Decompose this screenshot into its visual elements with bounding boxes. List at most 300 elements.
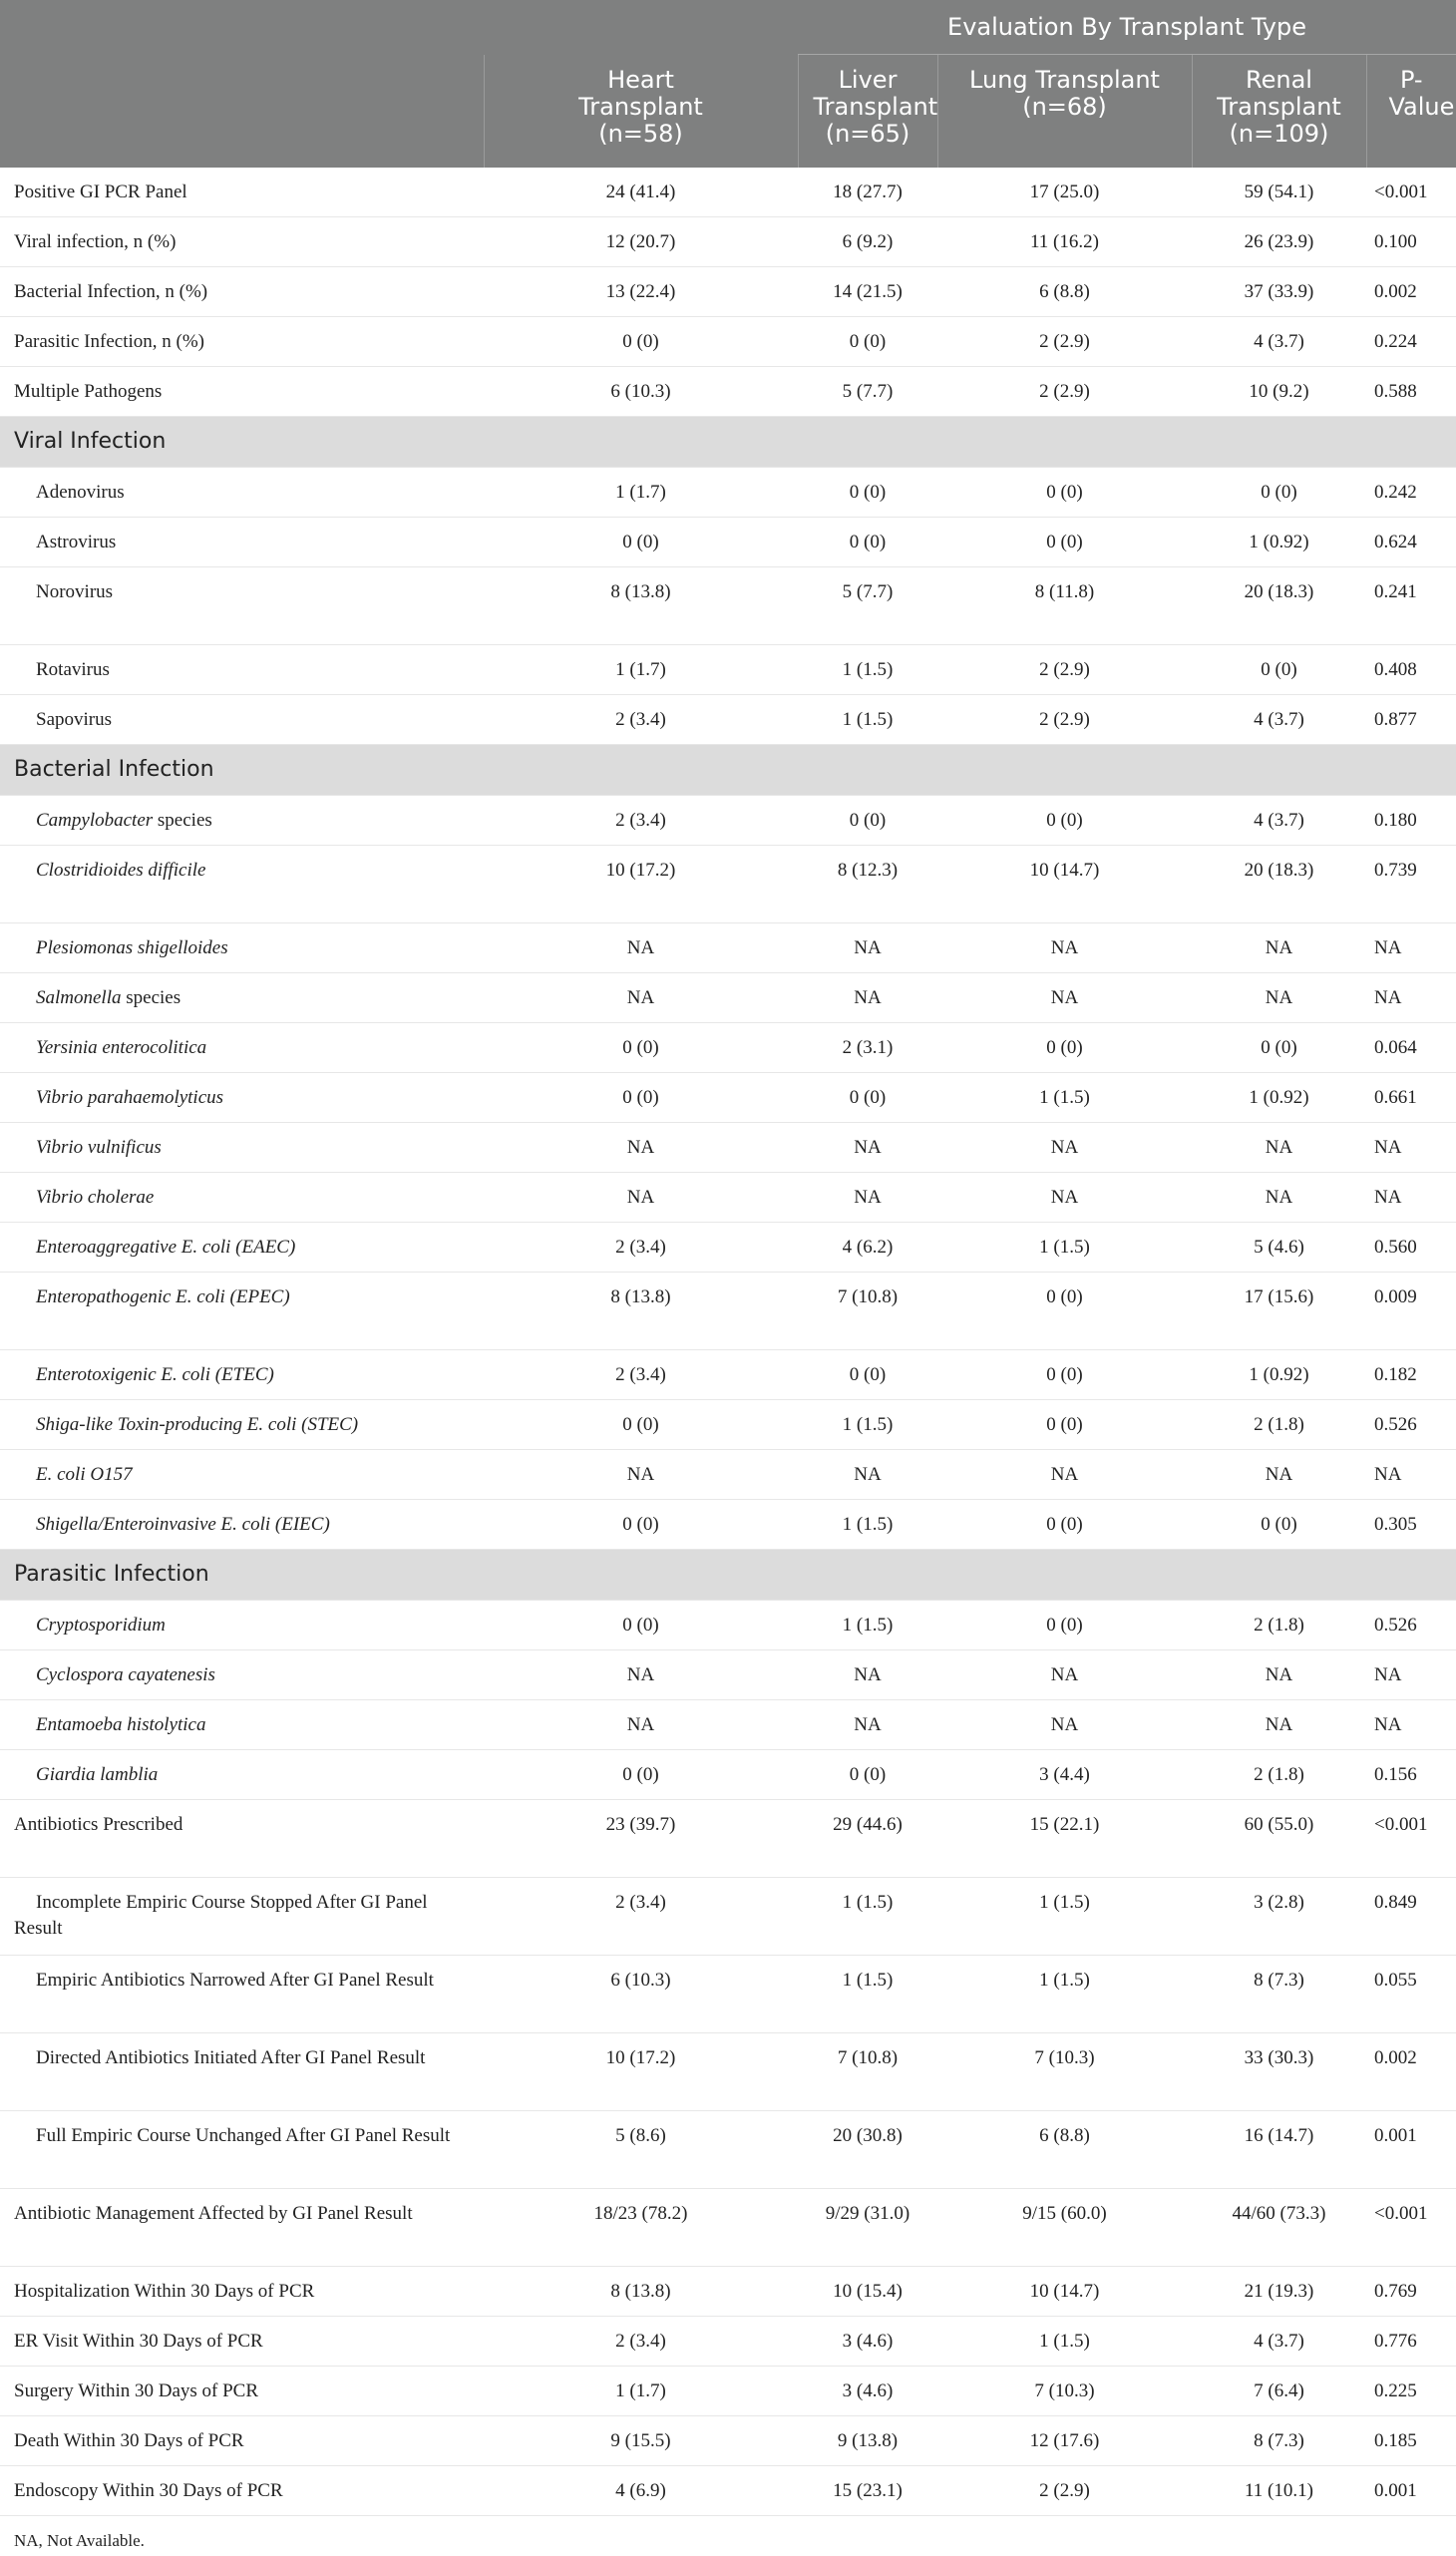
row-label-text: Directed Antibiotics Initiated After GI Panel Result: [36, 2047, 426, 2068]
cell-p-value: 0.849: [1366, 1878, 1456, 1956]
cell-lung: 0 (0): [937, 518, 1192, 567]
table-row: [0, 317, 1456, 367]
row-label: Cryptosporidium: [0, 1601, 484, 1650]
row-label: [0, 1023, 484, 1073]
row-label: [0, 1273, 484, 1350]
cell-p-value: 0.225: [1366, 2367, 1456, 2416]
cell-p-value: 0.739: [1366, 846, 1456, 923]
cell-liver: 0 (0): [798, 468, 937, 518]
cell-renal: 59 (54.1): [1192, 168, 1366, 217]
cell-liver: 0 (0): [798, 317, 937, 367]
cell-liver: 3 (4.6): [798, 2367, 937, 2416]
cell-liver: 8 (12.3): [798, 846, 937, 923]
section-header-bacterial: [0, 745, 1456, 796]
cell-p-value: 0.002: [1366, 2033, 1456, 2111]
cell-liver: NA: [798, 973, 937, 1023]
cell-p-value: 0.182: [1366, 1350, 1456, 1400]
row-label: [0, 796, 484, 846]
row-label: ER Visit Within 30 Days of PCR: [0, 2317, 484, 2367]
cell-p-value: 0.055: [1366, 1956, 1456, 2033]
cell-renal: 10 (9.2): [1192, 367, 1366, 417]
cell-renal: 0 (0): [1192, 1500, 1366, 1550]
cell-lung: 3 (4.4): [937, 1750, 1192, 1800]
cell-renal: 1 (0.92): [1192, 518, 1366, 567]
cell-heart: 2 (3.4): [484, 1878, 798, 1956]
cell-lung: NA: [937, 973, 1192, 1023]
cell-lung: 9/15 (60.0): [937, 2189, 1192, 2267]
row-label: Positive GI PCR Panel: [0, 168, 484, 217]
cell-renal: 11 (10.1): [1192, 2466, 1366, 2516]
row-label: Multiple Pathogens: [0, 367, 484, 417]
row-label: Death Within 30 Days of PCR: [0, 2416, 484, 2466]
cell-renal: 4 (3.7): [1192, 2317, 1366, 2367]
organism-name: E. coli O157: [36, 1464, 133, 1485]
table-row: [0, 846, 1456, 923]
cell-heart: 10 (17.2): [484, 2033, 798, 2111]
cell-liver: 29 (44.6): [798, 1800, 937, 1878]
cell-lung: 2 (2.9): [937, 2466, 1192, 2516]
cell-heart: 8 (13.8): [484, 1273, 798, 1350]
cell-renal: 7 (6.4): [1192, 2367, 1366, 2416]
organism-name: Campylobacter: [36, 810, 154, 831]
cell-renal: NA: [1192, 1450, 1366, 1500]
table-row: [0, 1650, 1456, 1700]
cell-renal: 0 (0): [1192, 468, 1366, 518]
cell-renal: NA: [1192, 973, 1366, 1023]
table-row: [0, 2466, 1456, 2516]
table-row: [0, 518, 1456, 567]
cell-liver: 20 (30.8): [798, 2111, 937, 2189]
cell-liver: NA: [798, 1650, 937, 1700]
section-title: Parasitic Infection: [0, 1550, 1456, 1601]
cell-renal: 20 (18.3): [1192, 567, 1366, 645]
cell-lung: 6 (8.8): [937, 2111, 1192, 2189]
group-title: Evaluation By Transplant Type: [798, 0, 1456, 55]
cell-liver: 9 (13.8): [798, 2416, 937, 2466]
organism-name: Shiga-like Toxin-producing E. coli (STEC): [36, 1414, 359, 1435]
cell-heart: 2 (3.4): [484, 796, 798, 846]
table-row: [0, 217, 1456, 267]
organism-name: Enteroaggregative E. coli (EAEC): [36, 1237, 296, 1258]
cell-heart: 0 (0): [484, 1750, 798, 1800]
organism-name: Vibrio cholerae: [36, 1187, 155, 1208]
table-row: [0, 1800, 1456, 1878]
cell-renal: 4 (3.7): [1192, 695, 1366, 745]
cell-p-value: NA: [1366, 923, 1456, 973]
cell-lung: 0 (0): [937, 1350, 1192, 1400]
table-row: [0, 1173, 1456, 1223]
table-row: [0, 796, 1456, 846]
header-group-row: [0, 0, 1456, 55]
row-label: [0, 1450, 484, 1500]
cell-renal: 16 (14.7): [1192, 2111, 1366, 2189]
cell-heart: NA: [484, 1450, 798, 1500]
label-suffix: species: [153, 810, 212, 831]
table-row: [0, 1700, 1456, 1750]
cell-renal: 2 (1.8): [1192, 1400, 1366, 1450]
cell-p-value: 0.156: [1366, 1750, 1456, 1800]
cell-renal: 8 (7.3): [1192, 1956, 1366, 2033]
table-row: [0, 1023, 1456, 1073]
cell-lung: 8 (11.8): [937, 567, 1192, 645]
footnote-row: [0, 2516, 1456, 2556]
row-label: Cyclospora cayatenesis: [0, 1650, 484, 1700]
table-row: [0, 2111, 1456, 2189]
cell-lung: 1 (1.5): [937, 1223, 1192, 1273]
cell-p-value: 0.408: [1366, 645, 1456, 695]
column-header-lung: Lung Transplant (n=68): [937, 55, 1192, 168]
cell-heart: 6 (10.3): [484, 367, 798, 417]
cell-p-value: NA: [1366, 1650, 1456, 1700]
cell-heart: 10 (17.2): [484, 846, 798, 923]
cell-renal: 2 (1.8): [1192, 1750, 1366, 1800]
cell-heart: 18/23 (78.2): [484, 2189, 798, 2267]
cell-renal: NA: [1192, 1650, 1366, 1700]
cell-heart: 0 (0): [484, 1601, 798, 1650]
cell-lung: 0 (0): [937, 796, 1192, 846]
cell-lung: 0 (0): [937, 468, 1192, 518]
cell-lung: 2 (2.9): [937, 695, 1192, 745]
cell-lung: 2 (2.9): [937, 317, 1192, 367]
cell-lung: 0 (0): [937, 1023, 1192, 1073]
table-row: [0, 1400, 1456, 1450]
footnote: NA, Not Available.: [14, 2531, 145, 2550]
cell-p-value: 0.242: [1366, 468, 1456, 518]
cell-renal: 4 (3.7): [1192, 317, 1366, 367]
row-label: Surgery Within 30 Days of PCR: [0, 2367, 484, 2416]
row-label: Parasitic Infection, n (%): [0, 317, 484, 367]
cell-lung: 0 (0): [937, 1500, 1192, 1550]
cell-liver: 1 (1.5): [798, 1400, 937, 1450]
cell-lung: 17 (25.0): [937, 168, 1192, 217]
table-row: [0, 973, 1456, 1023]
cell-liver: 0 (0): [798, 1750, 937, 1800]
cell-liver: 18 (27.7): [798, 168, 937, 217]
cell-heart: 24 (41.4): [484, 168, 798, 217]
cell-liver: 1 (1.5): [798, 645, 937, 695]
cell-p-value: 0.100: [1366, 217, 1456, 267]
cell-heart: 6 (10.3): [484, 1956, 798, 2033]
cell-renal: NA: [1192, 1173, 1366, 1223]
cell-renal: NA: [1192, 1123, 1366, 1173]
cell-p-value: 0.661: [1366, 1073, 1456, 1123]
cell-lung: NA: [937, 1450, 1192, 1500]
cell-renal: 20 (18.3): [1192, 846, 1366, 923]
cell-heart: 1 (1.7): [484, 645, 798, 695]
cell-lung: 2 (2.9): [937, 367, 1192, 417]
row-label: [0, 973, 484, 1023]
cell-renal: 4 (3.7): [1192, 796, 1366, 846]
cell-liver: 1 (1.5): [798, 1956, 937, 2033]
cell-renal: 0 (0): [1192, 645, 1366, 695]
cell-liver: NA: [798, 1700, 937, 1750]
cell-liver: NA: [798, 1450, 937, 1500]
cell-lung: 10 (14.7): [937, 2267, 1192, 2317]
table-row: [0, 2033, 1456, 2111]
row-label: Rotavirus: [0, 645, 484, 695]
cell-p-value: 0.185: [1366, 2416, 1456, 2466]
cell-renal: 1 (0.92): [1192, 1350, 1366, 1400]
cell-liver: 3 (4.6): [798, 2317, 937, 2367]
table-row: [0, 468, 1456, 518]
cell-liver: NA: [798, 923, 937, 973]
cell-heart: NA: [484, 923, 798, 973]
organism-name: Plesiomonas shigelloides: [36, 937, 228, 958]
table-row: [0, 2317, 1456, 2367]
table-row: [0, 1273, 1456, 1350]
cell-lung: 10 (14.7): [937, 846, 1192, 923]
cell-renal: NA: [1192, 923, 1366, 973]
cell-lung: NA: [937, 1123, 1192, 1173]
table-row: [0, 1956, 1456, 2033]
cell-p-value: NA: [1366, 1123, 1456, 1173]
table-row: [0, 267, 1456, 317]
cell-lung: 1 (1.5): [937, 1073, 1192, 1123]
cell-liver: 7 (10.8): [798, 1273, 937, 1350]
table-row: [0, 567, 1456, 645]
cell-heart: NA: [484, 1123, 798, 1173]
row-label: [0, 1223, 484, 1273]
table-row: [0, 695, 1456, 745]
cell-liver: 0 (0): [798, 518, 937, 567]
organism-name: Vibrio vulnificus: [36, 1137, 162, 1158]
cell-p-value: 0.002: [1366, 267, 1456, 317]
row-label: [0, 1173, 484, 1223]
cell-heart: 0 (0): [484, 1073, 798, 1123]
cell-lung: 11 (16.2): [937, 217, 1192, 267]
section-header-viral: [0, 417, 1456, 468]
cell-heart: 0 (0): [484, 1500, 798, 1550]
cell-renal: 26 (23.9): [1192, 217, 1366, 267]
cell-heart: 1 (1.7): [484, 468, 798, 518]
cell-heart: 2 (3.4): [484, 1223, 798, 1273]
row-label: [0, 1500, 484, 1550]
cell-lung: NA: [937, 1173, 1192, 1223]
cell-heart: NA: [484, 1650, 798, 1700]
cell-p-value: 0.877: [1366, 695, 1456, 745]
row-label: Astrovirus: [0, 518, 484, 567]
table-row: [0, 1878, 1456, 1956]
table-row: [0, 645, 1456, 695]
cell-heart: 23 (39.7): [484, 1800, 798, 1878]
row-label: Sapovirus: [0, 695, 484, 745]
row-label: Norovirus: [0, 567, 484, 645]
cell-lung: NA: [937, 923, 1192, 973]
cell-heart: 0 (0): [484, 518, 798, 567]
row-label: Viral infection, n (%): [0, 217, 484, 267]
table-row: [0, 923, 1456, 973]
column-header-label: [0, 55, 484, 168]
cell-renal: 3 (2.8): [1192, 1878, 1366, 1956]
header-columns-row: [0, 55, 1456, 168]
cell-renal: 37 (33.9): [1192, 267, 1366, 317]
cell-liver: 1 (1.5): [798, 1500, 937, 1550]
row-label: [0, 1400, 484, 1450]
cell-heart: NA: [484, 973, 798, 1023]
cell-heart: 8 (13.8): [484, 567, 798, 645]
cell-liver: 5 (7.7): [798, 367, 937, 417]
section-title: Viral Infection: [0, 417, 1456, 468]
cell-renal: 60 (55.0): [1192, 1800, 1366, 1878]
cell-lung: 7 (10.3): [937, 2367, 1192, 2416]
row-label-text: Empiric Antibiotics Narrowed After GI Panel Result: [36, 1970, 434, 1991]
cell-liver: 0 (0): [798, 796, 937, 846]
row-label: Hospitalization Within 30 Days of PCR: [0, 2267, 484, 2317]
row-label: [0, 1956, 484, 2033]
table-row: [0, 1350, 1456, 1400]
cell-lung: 2 (2.9): [937, 645, 1192, 695]
cell-lung: 15 (22.1): [937, 1800, 1192, 1878]
row-label: [0, 1123, 484, 1173]
cell-liver: 9/29 (31.0): [798, 2189, 937, 2267]
row-label: Bacterial Infection, n (%): [0, 267, 484, 317]
cell-p-value: 0.526: [1366, 1400, 1456, 1450]
row-label: [0, 2111, 484, 2189]
row-label: Giardia lamblia: [0, 1750, 484, 1800]
table-row: [0, 1123, 1456, 1173]
row-label-text: Full Empiric Course Unchanged After GI Panel Result: [36, 2125, 451, 2146]
cell-lung: 6 (8.8): [937, 267, 1192, 317]
cell-p-value: NA: [1366, 973, 1456, 1023]
cell-lung: 1 (1.5): [937, 2317, 1192, 2367]
cell-p-value: 0.624: [1366, 518, 1456, 567]
cell-heart: 12 (20.7): [484, 217, 798, 267]
column-header-liver: Liver Transplant (n=65): [798, 55, 937, 168]
organism-name: Vibrio parahaemolyticus: [36, 1087, 224, 1108]
cell-p-value: NA: [1366, 1450, 1456, 1500]
cell-liver: 1 (1.5): [798, 695, 937, 745]
cell-liver: NA: [798, 1123, 937, 1173]
organism-name: Clostridioides difficile: [36, 860, 206, 881]
row-label: [0, 2033, 484, 2111]
cell-heart: 0 (0): [484, 1023, 798, 1073]
cell-p-value: 0.064: [1366, 1023, 1456, 1073]
cell-lung: NA: [937, 1650, 1192, 1700]
section-title: Bacterial Infection: [0, 745, 1456, 796]
cell-liver: 4 (6.2): [798, 1223, 937, 1273]
row-label: [0, 923, 484, 973]
cell-lung: 1 (1.5): [937, 1956, 1192, 2033]
cell-renal: 21 (19.3): [1192, 2267, 1366, 2317]
cell-heart: 2 (3.4): [484, 1350, 798, 1400]
cell-p-value: <0.001: [1366, 168, 1456, 217]
cell-p-value: <0.001: [1366, 1800, 1456, 1878]
cell-p-value: 0.224: [1366, 317, 1456, 367]
table-row: [0, 168, 1456, 217]
cell-liver: 0 (0): [798, 1350, 937, 1400]
organism-name: Yersinia enterocolitica: [36, 1037, 207, 1058]
table-row: [0, 2189, 1456, 2267]
cell-p-value: 0.776: [1366, 2317, 1456, 2367]
cell-p-value: NA: [1366, 1700, 1456, 1750]
cell-heart: 0 (0): [484, 317, 798, 367]
organism-name: Enteropathogenic E. coli (EPEC): [36, 1286, 290, 1307]
row-label: Antibiotics Prescribed: [0, 1800, 484, 1878]
cell-lung: 0 (0): [937, 1400, 1192, 1450]
table-row: [0, 1500, 1456, 1550]
cell-renal: 1 (0.92): [1192, 1073, 1366, 1123]
cell-heart: NA: [484, 1700, 798, 1750]
cell-lung: 1 (1.5): [937, 1878, 1192, 1956]
cell-liver: NA: [798, 1173, 937, 1223]
cell-liver: 1 (1.5): [798, 1878, 937, 1956]
cell-heart: 9 (15.5): [484, 2416, 798, 2466]
cell-liver: 2 (3.1): [798, 1023, 937, 1073]
cell-renal: 0 (0): [1192, 1023, 1366, 1073]
table-row: [0, 2367, 1456, 2416]
column-header-renal: Renal Transplant (n=109): [1192, 55, 1366, 168]
cell-p-value: 0.588: [1366, 367, 1456, 417]
cell-p-value: 0.001: [1366, 2466, 1456, 2516]
row-label: [0, 1073, 484, 1123]
row-label-text: Incomplete Empiric Course Stopped After GI Panel Result: [14, 1892, 428, 1939]
cell-renal: 5 (4.6): [1192, 1223, 1366, 1273]
cell-p-value: NA: [1366, 1173, 1456, 1223]
cell-renal: 17 (15.6): [1192, 1273, 1366, 1350]
cell-heart: 2 (3.4): [484, 695, 798, 745]
column-header-p-value: P-Value: [1366, 55, 1456, 168]
row-label: [0, 846, 484, 923]
table-row: [0, 2267, 1456, 2317]
cell-p-value: 0.305: [1366, 1500, 1456, 1550]
row-label: [0, 1878, 484, 1956]
table-row: [0, 1073, 1456, 1123]
cell-liver: 14 (21.5): [798, 267, 937, 317]
cell-renal: 8 (7.3): [1192, 2416, 1366, 2466]
cell-liver: 6 (9.2): [798, 217, 937, 267]
cell-p-value: 0.560: [1366, 1223, 1456, 1273]
cell-heart: 4 (6.9): [484, 2466, 798, 2516]
cell-heart: 2 (3.4): [484, 2317, 798, 2367]
header-blank: [0, 0, 484, 55]
column-header-heart: Heart Transplant (n=58): [484, 55, 798, 168]
cell-renal: 33 (30.3): [1192, 2033, 1366, 2111]
table-row: [0, 1601, 1456, 1650]
cell-p-value: <0.001: [1366, 2189, 1456, 2267]
cell-liver: 1 (1.5): [798, 1601, 937, 1650]
cell-liver: 10 (15.4): [798, 2267, 937, 2317]
cell-p-value: 0.526: [1366, 1601, 1456, 1650]
organism-name: Salmonella: [36, 987, 122, 1008]
table-row: [0, 367, 1456, 417]
cell-lung: NA: [937, 1700, 1192, 1750]
table-row: [0, 1223, 1456, 1273]
cell-lung: 0 (0): [937, 1601, 1192, 1650]
cell-renal: 44/60 (73.3): [1192, 2189, 1366, 2267]
cell-heart: NA: [484, 1173, 798, 1223]
header-blank: [484, 0, 798, 55]
row-label: Adenovirus: [0, 468, 484, 518]
cell-p-value: 0.241: [1366, 567, 1456, 645]
cell-lung: 7 (10.3): [937, 2033, 1192, 2111]
row-label: Endoscopy Within 30 Days of PCR: [0, 2466, 484, 2516]
cell-heart: 1 (1.7): [484, 2367, 798, 2416]
cell-liver: 15 (23.1): [798, 2466, 937, 2516]
cell-heart: 13 (22.4): [484, 267, 798, 317]
cell-renal: NA: [1192, 1700, 1366, 1750]
cell-liver: 5 (7.7): [798, 567, 937, 645]
label-suffix: species: [121, 987, 182, 1008]
table-row: [0, 1450, 1456, 1500]
row-label: Antibiotic Management Affected by GI Panel Result: [0, 2189, 484, 2267]
cell-p-value: 0.009: [1366, 1273, 1456, 1350]
cell-heart: 8 (13.8): [484, 2267, 798, 2317]
table-row: [0, 2416, 1456, 2466]
row-label: Entamoeba histolytica: [0, 1700, 484, 1750]
cell-p-value: 0.180: [1366, 796, 1456, 846]
cell-heart: 0 (0): [484, 1400, 798, 1450]
organism-name: Enterotoxigenic E. coli (ETEC): [36, 1364, 274, 1385]
